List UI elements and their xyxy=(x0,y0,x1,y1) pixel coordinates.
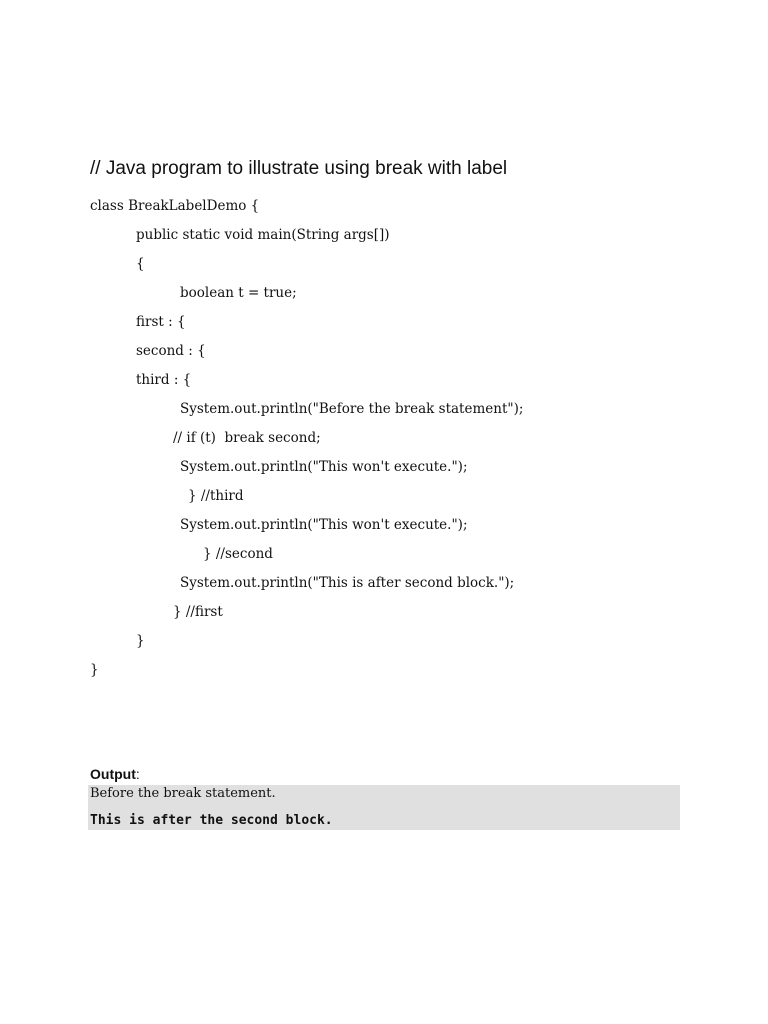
code-line-label-second: second : { xyxy=(136,343,206,359)
output-heading xyxy=(90,766,140,782)
code-line-close-first: } //first xyxy=(173,604,223,620)
code-line-open-brace: { xyxy=(136,256,145,272)
code-line-println-after: System.out.println("This is after second block."); xyxy=(180,575,515,591)
code-line-close-class: } xyxy=(90,662,99,678)
code-line-comment-break: // if (t) break second; xyxy=(173,430,321,446)
output-label: Output xyxy=(90,766,136,782)
output-line-1: Before the break statement. xyxy=(90,786,276,801)
output-box xyxy=(88,785,680,830)
code-line-println-wont-2: System.out.println("This won't execute."); xyxy=(180,517,468,533)
output-label-colon: : xyxy=(135,766,140,782)
output-line-2: This is after the second block. xyxy=(90,813,333,828)
page-title: // Java program to illustrate using break with label xyxy=(90,158,508,179)
code-line-close-second: } //second xyxy=(203,546,273,562)
code-line-close-main: } xyxy=(136,633,145,649)
code-line-label-first: first : { xyxy=(136,314,186,330)
code-line-main-signature: public static void main(String args[]) xyxy=(136,227,390,243)
code-line-close-third: } //third xyxy=(188,488,244,504)
code-line-class-decl: class BreakLabelDemo { xyxy=(90,198,260,214)
code-line-label-third: third : { xyxy=(136,372,192,388)
code-line-println-wont-1: System.out.println("This won't execute."); xyxy=(180,459,468,475)
code-line-println-before: System.out.println("Before the break statement"); xyxy=(180,401,524,417)
code-line-boolean-decl: boolean t = true; xyxy=(180,285,297,301)
